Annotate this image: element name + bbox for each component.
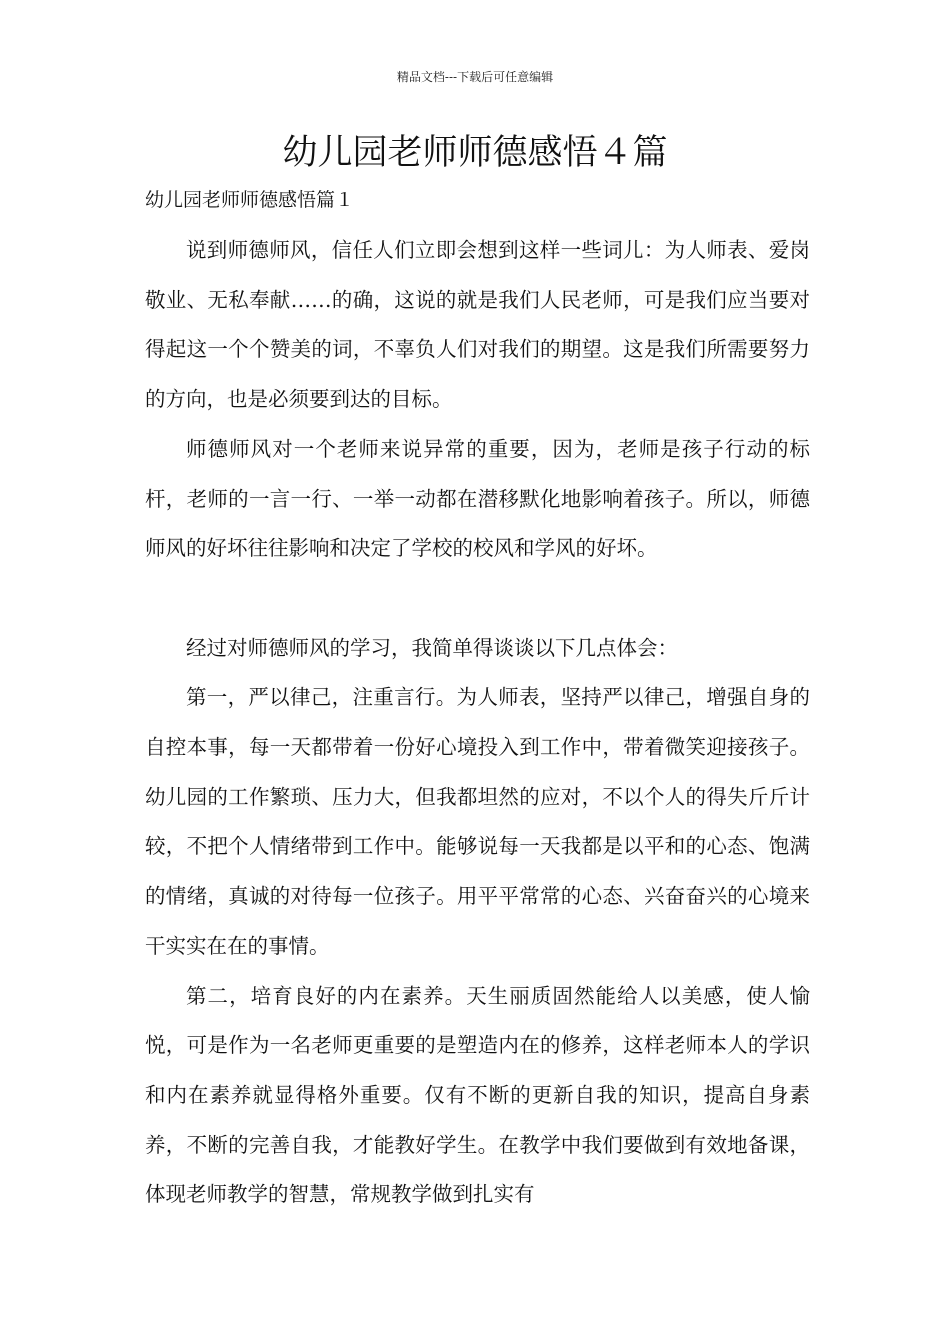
paragraph-point-two: 第二，培育良好的内在素养。天生丽质固然能给人以美感，使人愉悦，可是作为一名老师更重要的是塑造内在的修养，这样老师本人的学识和内在素养就显得格外重要。仅有不断的更新自我的知识，提高自身素养，不断的完善自我，才能教好学生。在教学中我们要做到有效地备课，体现老师教学的智慧，常规教学做到扎实有 — [145, 983, 810, 1207]
paragraph-importance: 师德师风对一个老师来说异常的重要，因为，老师是孩子行动的标杆，老师的一言一行、一举一动都在潜移默化地影响着孩子。所以，师德师风的好坏往往影响和决定了学校的校风和学风的好坏。 — [145, 436, 810, 561]
paragraph-reflections-lead: 经过对师德师风的学习，我简单得谈谈以下几点体会： — [186, 635, 678, 660]
paragraph-point-one: 第一，严以律己，注重言行。为人师表，坚持严以律己，增强自身的自控本事，每一天都带着一份好心境投入到工作中，带着微笑迎接孩子。幼儿园的工作繁琐、压力大，但我都坦然的应对，不以个人的得失斤斤计较，不把个人情绪带到工作中。能够说每一天我都是以平和的心态、饱满的情绪，真诚的对待每一位孩子。用平平常常的心态、兴奋奋兴的心境来干实实在在的事情。 — [145, 685, 810, 958]
document-title: 幼儿园老师师德感悟４篇 — [282, 133, 668, 173]
section-heading: 幼儿园老师师德感悟篇１ — [145, 189, 355, 211]
document-body — [145, 226, 810, 1220]
paragraph-intro: 说到师德师风，信任人们立即会想到这样一些词儿：为人师表、爱岗敬业、无私奉献……的确，这说的就是我们人民老师，可是我们应当要对得起这一个个赞美的词，不辜负人们对我们的期望。这是我们所需要努力的方向，也是必须要到达的目标。 — [145, 238, 810, 412]
page-header-note: 精品文档---下载后可任意编辑 — [396, 70, 554, 84]
